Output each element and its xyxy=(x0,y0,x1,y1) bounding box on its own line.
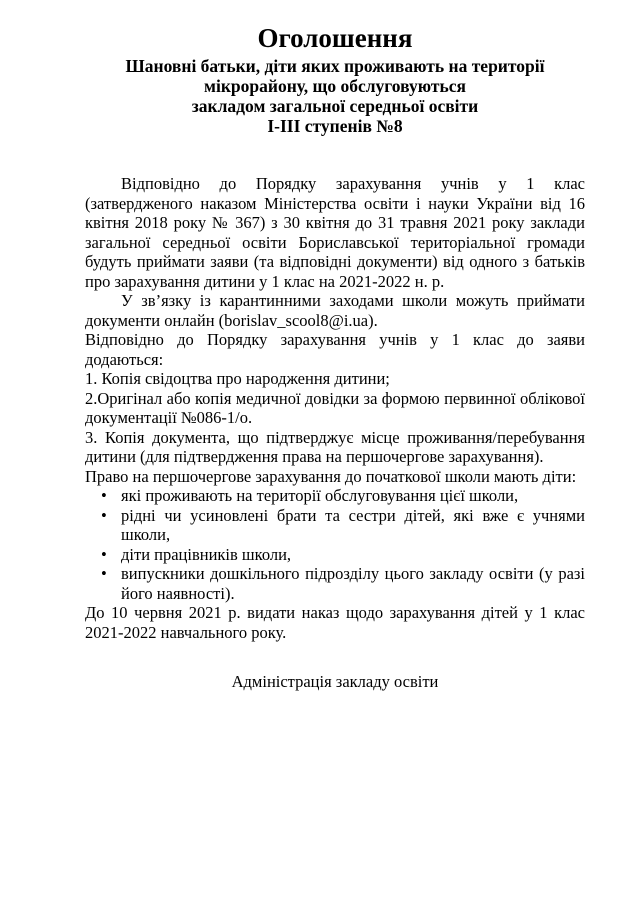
signature: Адміністрація закладу освіти xyxy=(231,672,439,691)
attachment-item-2: 2.Оригінал або копія медичної довідки за формою первинної облікової документації №086-1/о. xyxy=(85,388,585,427)
bullet-icon: • xyxy=(101,564,107,583)
attachment-item-3: 3. Копія документа, що підтверджує місце проживання/перебування дитини (для підтвердження права на першочергове зарахування). xyxy=(85,427,585,466)
subtitle-line-4: І-ІІІ ступенів №8 xyxy=(267,116,403,136)
bullet-icon: • xyxy=(101,505,107,525)
paragraph-online-documents: У зв’язку із карантинними заходами школи можуть приймати документи онлайн (borislav_scool8@i.ua). xyxy=(85,291,585,330)
attachment-item-1: 1. Копія свідоцтва про народження дитини; xyxy=(85,369,390,388)
paragraph-attachments-intro: Відповідно до Порядку зарахування учнів у 1 клас до заяви додаються: xyxy=(85,330,585,369)
list-item-text: рідні чи усиновлені брати та сестри дітей, які вже є учнями школи, xyxy=(121,505,585,544)
list-item xyxy=(85,486,585,506)
subtitle-line-2: мікрорайону, що обслуговуються xyxy=(204,76,466,96)
page-title: Оголошення xyxy=(257,23,413,53)
paragraph-closing: До 10 червня 2021 р. видати наказ щодо зарахування дітей у 1 клас 2021-2022 навчального року. xyxy=(85,603,585,642)
bullet-icon: • xyxy=(101,544,107,564)
list-item xyxy=(85,506,585,545)
subtitle-line-3: закладом загальної середньої освіти xyxy=(191,96,479,116)
list-item-text: які проживають на території обслуговування цієї школи, xyxy=(121,486,519,505)
priority-intro: Право на першочергове зарахування до початкової школи мають діти: xyxy=(85,466,577,486)
priority-list xyxy=(85,486,585,603)
paragraph-enrollment-order: Відповідно до Порядку зарахування учнів у 1 клас (затвердженого наказом Міністерства освіти і науки України від 16 квітня 2018 року № 367) з 30 квітня до 31 травня 2021 року заклади загальної середньої освіти Бориславської територіальної громади будуть приймати заяви (та відповідні документи) від одного з батьків про зарахування дитини у 1 клас на 2021-2022 н. р. xyxy=(85,174,585,291)
list-item-text: діти працівників школи, xyxy=(121,544,292,564)
list-item xyxy=(85,564,585,603)
list-item xyxy=(85,545,585,565)
list-item-text: випускники дошкільного підрозділу цього закладу освіти (у разі його наявності). xyxy=(121,564,585,603)
subtitle-line-1: Шановні батьки, діти яких проживають на території xyxy=(125,56,545,76)
announcement-body xyxy=(85,174,585,642)
bullet-icon: • xyxy=(101,486,107,505)
